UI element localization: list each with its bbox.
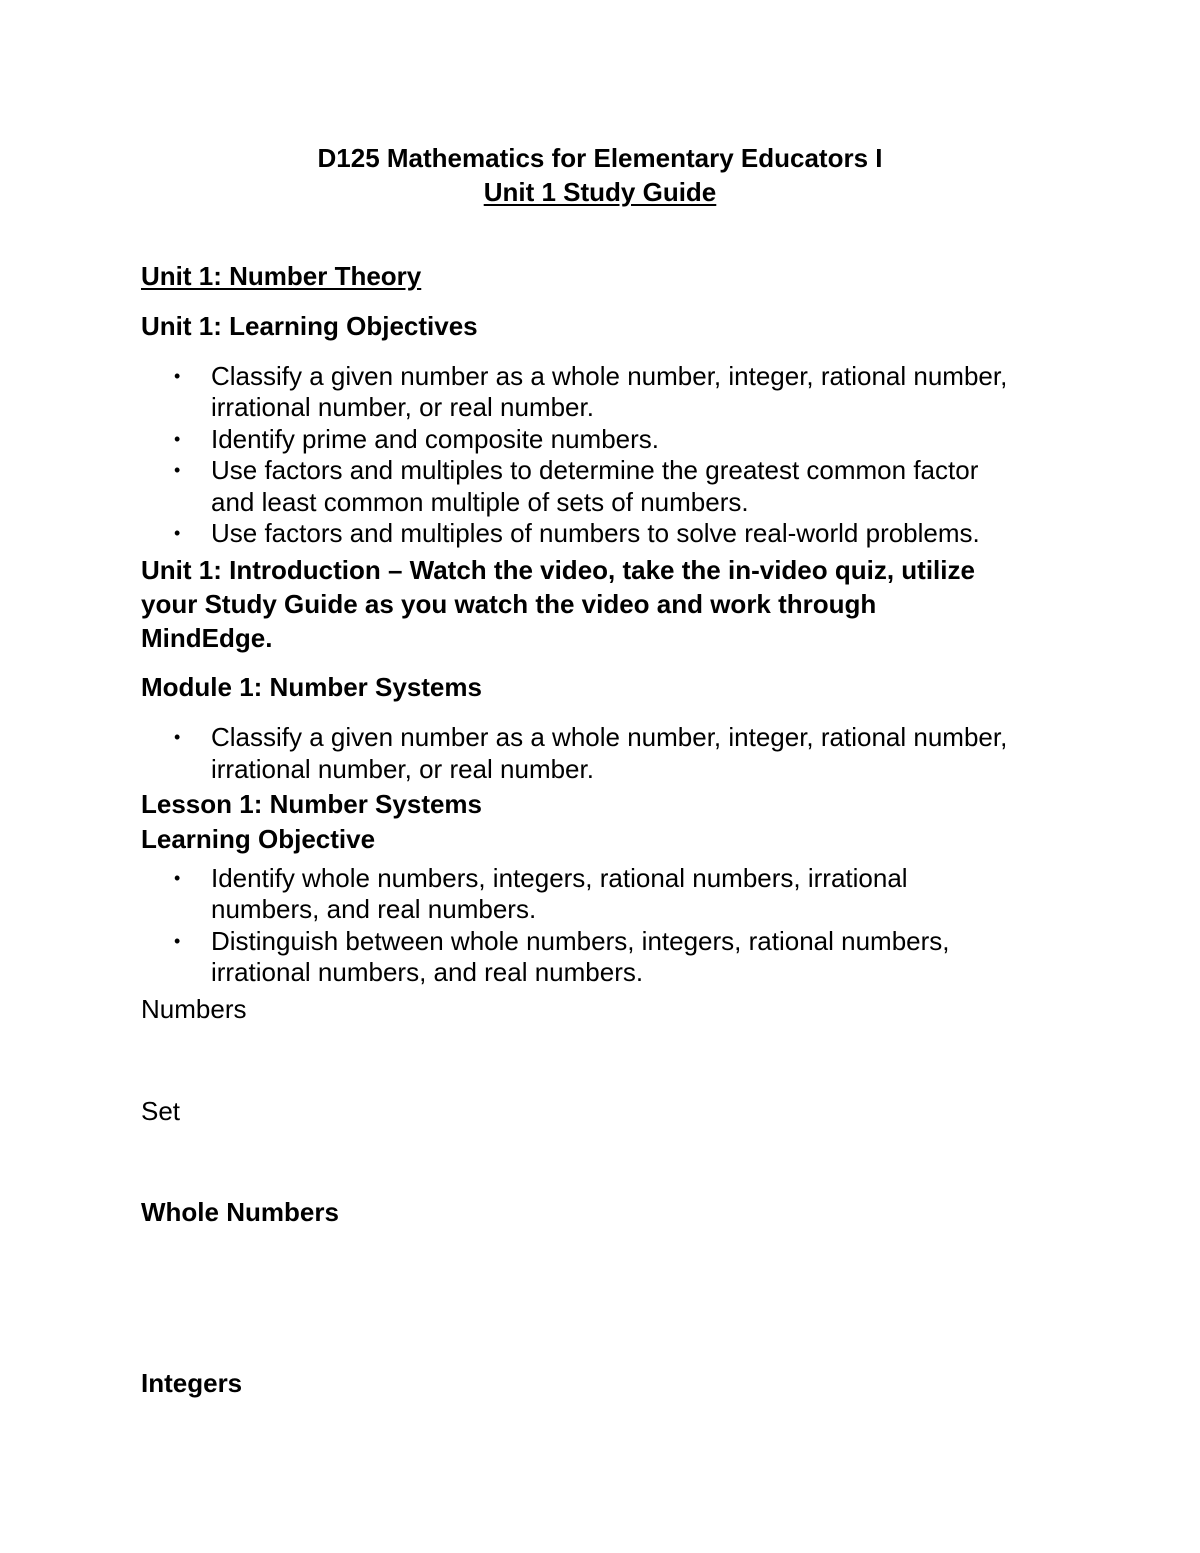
learning-objectives-heading: Unit 1: Learning Objectives: [141, 311, 478, 341]
bullet-icon: •: [174, 460, 181, 480]
introduction-line-3: MindEdge.: [141, 623, 273, 653]
term-set: Set: [141, 1096, 181, 1126]
lesson-item-1-line-2: numbers, and real numbers.: [211, 894, 537, 924]
lesson-subheading: Learning Objective: [141, 824, 376, 854]
lesson-item-1-line-1: Identify whole numbers, integers, rational numbers, irrational: [211, 863, 908, 893]
lesson-item-2-line-1: Distinguish between whole numbers, integers, rational numbers,: [211, 926, 950, 956]
lesson-item-2-line-2: irrational numbers, and real numbers.: [211, 957, 644, 987]
bullet-icon: •: [174, 523, 181, 543]
bullet-icon: •: [174, 727, 181, 747]
objective-item-3-line-1: Use factors and multiples to determine the greatest common factor: [211, 455, 979, 485]
term-integers: Integers: [141, 1368, 243, 1398]
introduction-line-2: your Study Guide as you watch the video and work through: [141, 589, 877, 619]
objective-item-1-line-2: irrational number, or real number.: [211, 392, 594, 422]
bullet-icon: •: [174, 429, 181, 449]
introduction-line-1: Unit 1: Introduction – Watch the video, take the in-video quiz, utilize: [141, 555, 975, 585]
bullet-icon: •: [174, 868, 181, 888]
module-item-1-line-1: Classify a given number as a whole number, integer, rational number,: [211, 722, 1008, 752]
document-subtitle: Unit 1 Study Guide: [483, 177, 717, 207]
module-heading: Module 1: Number Systems: [141, 672, 482, 702]
objective-item-2: Identify prime and composite numbers.: [211, 424, 659, 454]
unit-heading: Unit 1: Number Theory: [141, 261, 422, 291]
objective-item-4: Use factors and multiples of numbers to solve real-world problems.: [211, 518, 980, 548]
lesson-heading: Lesson 1: Number Systems: [141, 789, 483, 819]
document-title: D125 Mathematics for Elementary Educators I: [317, 143, 883, 173]
objective-item-3-line-2: and least common multiple of sets of numbers.: [211, 487, 749, 517]
bullet-icon: •: [174, 366, 181, 386]
bullet-icon: •: [174, 931, 181, 951]
term-whole-numbers: Whole Numbers: [141, 1197, 339, 1227]
term-numbers: Numbers: [141, 994, 247, 1024]
objective-item-1-line-1: Classify a given number as a whole number, integer, rational number,: [211, 361, 1008, 391]
module-item-1-line-2: irrational number, or real number.: [211, 754, 594, 784]
